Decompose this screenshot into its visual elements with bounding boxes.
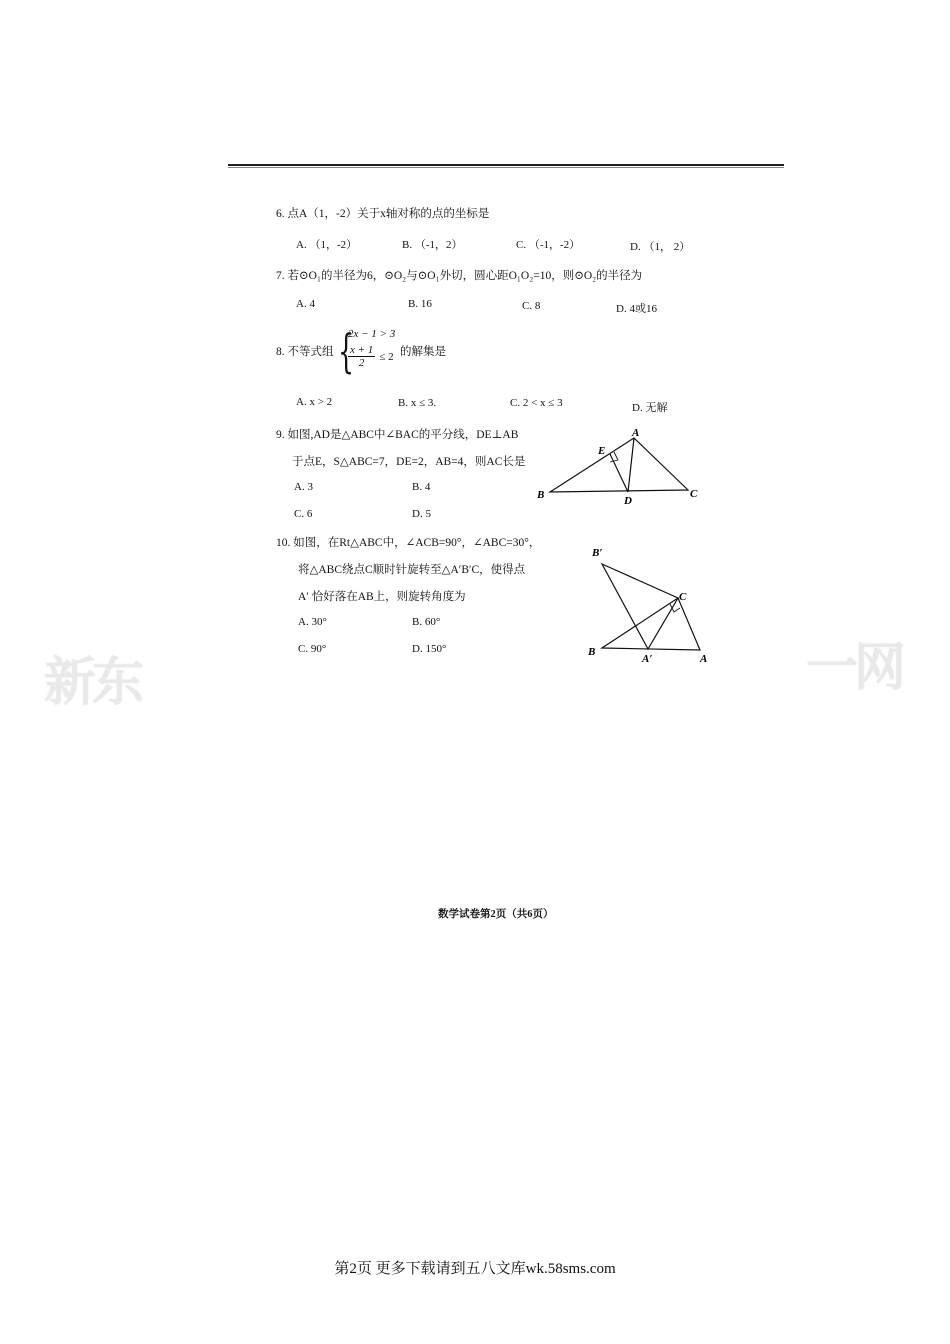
right-angle-mark bbox=[670, 604, 680, 612]
question-7-option-b: B. 16 bbox=[408, 298, 432, 310]
label-a: A bbox=[700, 653, 708, 665]
rotation-figure-q10 bbox=[584, 542, 714, 672]
label-a: A bbox=[632, 427, 640, 439]
label-d: D bbox=[624, 495, 632, 507]
question-8-prefix: 8. 不等式组 bbox=[276, 346, 334, 358]
label-b: B bbox=[537, 489, 545, 501]
question-6-option-d: D. （1， 2） bbox=[630, 241, 691, 253]
question-6-option-a: A. （1，-2） bbox=[296, 239, 358, 251]
page-number: 数学试卷第2页（共6页） bbox=[438, 909, 554, 920]
label-e: E bbox=[598, 445, 606, 457]
triangle-apbpc bbox=[602, 564, 678, 649]
header-rule bbox=[228, 164, 784, 166]
question-6-option-c: C. （-1，-2） bbox=[516, 239, 581, 251]
question-10-option-c: C. 90° bbox=[298, 643, 327, 655]
question-7-option-a: A. 4 bbox=[296, 298, 315, 310]
perpendicular-de bbox=[610, 454, 628, 492]
question-9-option-d: D. 5 bbox=[412, 508, 431, 520]
question-8-option-c: C. 2 < x ≤ 3 bbox=[510, 397, 563, 409]
footer-text: 第2页 更多下载请到五八文库wk.58sms.com bbox=[334, 1261, 616, 1277]
system-brace: { bbox=[338, 324, 355, 378]
fraction-denominator: 2 bbox=[358, 357, 365, 369]
label-b: B bbox=[588, 646, 596, 658]
inequality-1: 2x − 1 > 3 bbox=[348, 328, 396, 340]
question-6-stem: 6. 点A（1，-2）关于x轴对称的点的坐标是 bbox=[276, 208, 490, 220]
question-10-stem-line-1: 10. 如图，在Rt△ABC中，∠ACB=90°，∠ABC=30°， bbox=[276, 537, 541, 549]
fraction-numerator: x + 1 bbox=[350, 344, 374, 356]
question-7-stem: 7. 若⊙O₁的半径为6，⊙O₂与⊙O₁外切，圆心距O₁O₂=10，则⊙O₂的半径为 bbox=[276, 270, 643, 282]
triangle-abc bbox=[550, 438, 688, 492]
label-a-prime: A′ bbox=[642, 653, 653, 665]
question-9-option-a: A. 3 bbox=[294, 481, 313, 493]
triangle-abc bbox=[602, 598, 700, 650]
question-7-option-c: C. 8 bbox=[522, 300, 541, 312]
watermark-right: 一网 bbox=[806, 638, 903, 698]
watermark-left: 新东 bbox=[44, 653, 141, 713]
question-9-option-b: B. 4 bbox=[412, 481, 431, 493]
label-b-prime: B′ bbox=[592, 547, 603, 559]
question-10-stem-line-2: 将△ABC绕点C顺时针旋转至△A′B′C，使得点 bbox=[298, 564, 526, 576]
label-c: C bbox=[690, 488, 698, 500]
question-9-option-c: C. 6 bbox=[294, 508, 313, 520]
question-8-option-b: B. x ≤ 3. bbox=[398, 397, 437, 409]
question-8-option-d: D. 无解 bbox=[632, 402, 668, 414]
question-8-option-a: A. x > 2 bbox=[296, 396, 333, 408]
header-rule-shadow bbox=[228, 167, 784, 168]
question-10-option-d: D. 150° bbox=[412, 643, 447, 655]
question-8-suffix: 的解集是 bbox=[400, 346, 446, 358]
question-7-option-d: D. 4或16 bbox=[616, 303, 657, 315]
question-6-option-b: B. （-1，2） bbox=[402, 239, 463, 251]
question-9-stem-line-2: 于点E，S△ABC=7，DE=2，AB=4，则AC长是 bbox=[292, 456, 526, 468]
bisector-ad bbox=[628, 438, 634, 492]
question-10-option-a: A. 30° bbox=[298, 616, 327, 628]
question-10-option-b: B. 60° bbox=[412, 616, 441, 628]
fraction-relation: ≤ 2 bbox=[379, 351, 394, 364]
question-10-stem-line-3: A′ 恰好落在AB上，则旋转角度为 bbox=[298, 591, 466, 603]
label-c: C bbox=[679, 591, 687, 603]
inequality-2 bbox=[348, 344, 394, 369]
question-9-stem-line-1: 9. 如图,AD是△ABC中∠BAC的平分线，DE⊥AB bbox=[276, 429, 519, 441]
triangle-figure-q9 bbox=[530, 424, 710, 510]
